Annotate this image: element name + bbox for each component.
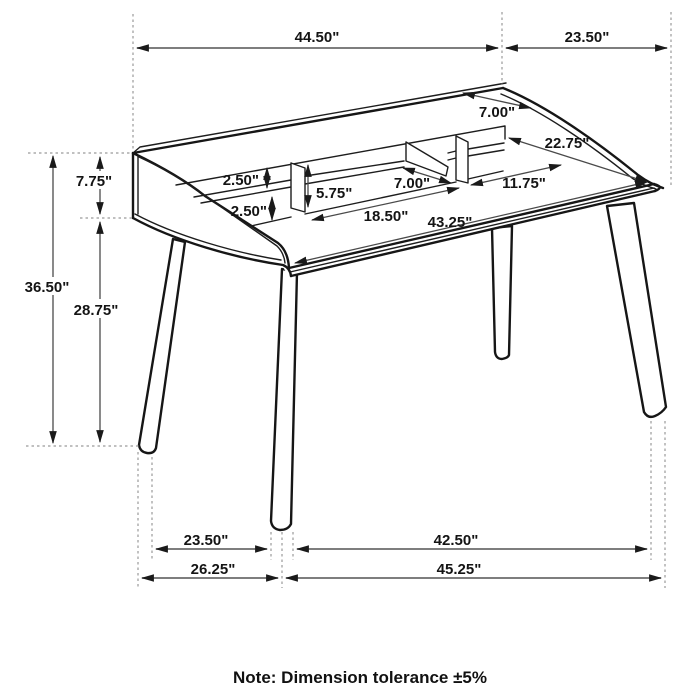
overall-depth-label: 23.50" — [564, 29, 610, 46]
foot-depth-outer-label: 26.25" — [190, 561, 236, 578]
overall-width-label: 44.50" — [294, 29, 340, 46]
foot-width-inner-label: 42.50" — [433, 532, 479, 549]
upper-cubby-label: 2.50" — [222, 172, 259, 189]
foot-depth-inner-label: 23.50" — [183, 532, 229, 549]
center-opening-label: 18.50" — [363, 208, 409, 225]
back-right-leg — [492, 226, 512, 359]
right-divider — [456, 136, 468, 183]
tolerance-note: Note: Dimension tolerance ±5% — [233, 668, 487, 687]
divider-height-label: 5.75" — [316, 185, 353, 202]
back-left-leg — [139, 239, 185, 453]
front-left-leg — [271, 269, 297, 530]
right-cubby-label: 11.75" — [502, 175, 546, 192]
desktop-width-label: 43.25" — [427, 214, 473, 231]
hutch-height-label: 7.75" — [75, 173, 113, 190]
overall-height-label: 36.50" — [24, 279, 70, 296]
top-shelf-depth-label: 7.00" — [478, 104, 516, 121]
foot-width-outer-label: 45.25" — [436, 561, 482, 578]
extension-lines — [26, 12, 671, 588]
divider-depth-label: 7.00" — [393, 175, 431, 192]
left-divider — [291, 163, 305, 212]
lower-cubby-label: 2.50" — [230, 203, 267, 220]
leg-height-label: 28.75" — [73, 302, 119, 319]
desktop-side-depth-label: 22.75" — [544, 135, 590, 152]
front-right-leg — [607, 203, 666, 417]
